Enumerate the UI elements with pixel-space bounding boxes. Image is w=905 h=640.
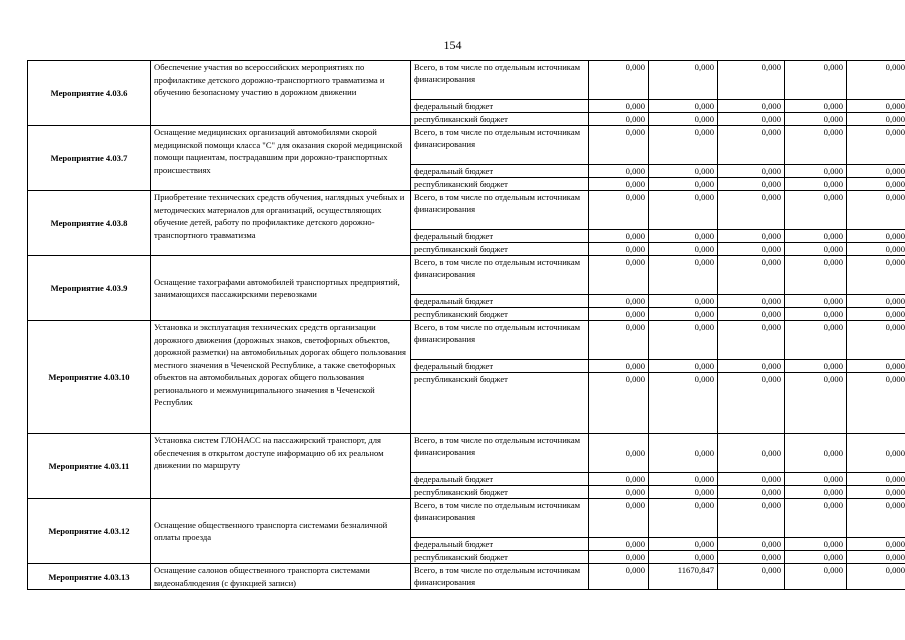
value-cell: 0,000 [718, 434, 785, 473]
value-cell: 0,000 [589, 295, 649, 308]
measure-name: Мероприятие 4.03.9 [28, 256, 151, 321]
value-cell: 0,000 [649, 61, 718, 100]
value-cell: 0,000 [847, 308, 905, 321]
source-federal: федеральный бюджет [411, 165, 589, 178]
value-cell: 0,000 [847, 360, 905, 373]
value-cell: 0,000 [847, 373, 905, 434]
measure-description: Оснащение общественного транспорта системами безналичной оплаты проезда [151, 499, 411, 564]
measure-description: Оснащение тахографами автомобилей транспортных предприятий, занимающихся пассажирскими перевозками [151, 256, 411, 321]
value-cell: 0,000 [589, 499, 649, 538]
source-total: Всего, в том числе по отдельным источникам финансирования [411, 256, 589, 295]
value-cell: 0,000 [718, 126, 785, 165]
source-total: Всего, в том числе по отдельным источникам финансирования [411, 499, 589, 538]
value-cell: 0,000 [785, 321, 847, 360]
value-cell: 0,000 [847, 256, 905, 295]
table-row [28, 191, 905, 230]
value-cell: 0,000 [649, 243, 718, 256]
value-cell: 0,000 [847, 538, 905, 551]
budget-table [27, 60, 905, 590]
value-cell: 0,000 [847, 321, 905, 360]
value-cell: 0,000 [589, 256, 649, 295]
table-row [28, 61, 905, 100]
value-cell: 0,000 [847, 100, 905, 113]
measure-name: Мероприятие 4.03.6 [28, 61, 151, 126]
value-cell: 0,000 [847, 486, 905, 499]
value-cell: 0,000 [847, 126, 905, 165]
value-cell: 0,000 [785, 295, 847, 308]
value-cell: 0,000 [649, 538, 718, 551]
value-cell: 0,000 [785, 100, 847, 113]
table-row [28, 434, 905, 473]
value-cell: 0,000 [785, 499, 847, 538]
value-cell: 0,000 [589, 538, 649, 551]
measure-name: Мероприятие 4.03.12 [28, 499, 151, 564]
value-cell: 0,000 [718, 256, 785, 295]
value-cell: 0,000 [649, 321, 718, 360]
value-cell: 0,000 [589, 113, 649, 126]
value-cell: 0,000 [589, 473, 649, 486]
value-cell: 0,000 [785, 551, 847, 564]
source-republic: республиканский бюджет [411, 486, 589, 499]
value-cell: 0,000 [589, 243, 649, 256]
value-cell: 0,000 [589, 308, 649, 321]
table-row [28, 564, 905, 590]
value-cell: 0,000 [649, 551, 718, 564]
source-republic: республиканский бюджет [411, 373, 589, 434]
source-republic: республиканский бюджет [411, 308, 589, 321]
measure-name: Мероприятие 4.03.13 [28, 564, 151, 590]
value-cell: 0,000 [718, 61, 785, 100]
measure-name: Мероприятие 4.03.7 [28, 126, 151, 191]
value-cell: 0,000 [785, 473, 847, 486]
value-cell: 0,000 [847, 564, 905, 590]
value-cell: 0,000 [649, 499, 718, 538]
value-cell: 0,000 [785, 61, 847, 100]
value-cell: 0,000 [718, 473, 785, 486]
value-cell: 0,000 [785, 564, 847, 590]
source-republic: республиканский бюджет [411, 113, 589, 126]
value-cell: 0,000 [589, 178, 649, 191]
table-row [28, 256, 905, 295]
measure-description: Оснащение медицинских организаций автомобилями скорой медицинской помощи класса "С" для оказания скорой медицинской помощи пациентам, пострадавшим при дорожно-транспортных происшествиях [151, 126, 411, 191]
value-cell: 0,000 [718, 113, 785, 126]
value-cell: 0,000 [649, 165, 718, 178]
value-cell: 0,000 [718, 165, 785, 178]
value-cell: 0,000 [785, 178, 847, 191]
value-cell: 0,000 [847, 178, 905, 191]
value-cell: 0,000 [589, 373, 649, 434]
value-cell: 0,000 [589, 360, 649, 373]
value-cell: 0,000 [785, 243, 847, 256]
value-cell: 0,000 [589, 126, 649, 165]
value-cell: 0,000 [589, 434, 649, 473]
value-cell: 11670,847 [649, 564, 718, 590]
value-cell: 0,000 [649, 308, 718, 321]
value-cell: 0,000 [718, 551, 785, 564]
value-cell: 0,000 [589, 486, 649, 499]
value-cell: 0,000 [718, 230, 785, 243]
value-cell: 0,000 [847, 191, 905, 230]
source-federal: федеральный бюджет [411, 360, 589, 373]
value-cell: 0,000 [649, 434, 718, 473]
value-cell: 0,000 [718, 100, 785, 113]
value-cell: 0,000 [589, 564, 649, 590]
source-total: Всего, в том числе по отдельным источникам финансирования [411, 321, 589, 360]
source-federal: федеральный бюджет [411, 100, 589, 113]
value-cell: 0,000 [589, 551, 649, 564]
value-cell: 0,000 [847, 473, 905, 486]
value-cell: 0,000 [718, 486, 785, 499]
value-cell: 0,000 [649, 373, 718, 434]
value-cell: 0,000 [785, 256, 847, 295]
value-cell: 0,000 [649, 230, 718, 243]
value-cell: 0,000 [718, 360, 785, 373]
value-cell: 0,000 [649, 473, 718, 486]
page-number: 154 [443, 38, 462, 52]
value-cell: 0,000 [718, 499, 785, 538]
value-cell: 0,000 [649, 113, 718, 126]
value-cell: 0,000 [718, 308, 785, 321]
source-republic: республиканский бюджет [411, 551, 589, 564]
value-cell: 0,000 [847, 230, 905, 243]
value-cell: 0,000 [649, 178, 718, 191]
source-republic: республиканский бюджет [411, 178, 589, 191]
value-cell: 0,000 [785, 373, 847, 434]
value-cell: 0,000 [785, 165, 847, 178]
source-federal: федеральный бюджет [411, 538, 589, 551]
value-cell: 0,000 [718, 564, 785, 590]
value-cell: 0,000 [847, 113, 905, 126]
source-total: Всего, в том числе по отдельным источникам финансирования [411, 564, 589, 590]
value-cell: 0,000 [785, 360, 847, 373]
measure-description: Оснащение салонов общественного транспорта системами видеонаблюдения (с функцией записи) [151, 564, 411, 590]
value-cell: 0,000 [649, 256, 718, 295]
value-cell: 0,000 [847, 434, 905, 473]
source-federal: федеральный бюджет [411, 230, 589, 243]
source-total: Всего, в том числе по отдельным источникам финансирования [411, 61, 589, 100]
value-cell: 0,000 [718, 243, 785, 256]
value-cell: 0,000 [847, 499, 905, 538]
measure-name: Мероприятие 4.03.8 [28, 191, 151, 256]
value-cell: 0,000 [589, 230, 649, 243]
value-cell: 0,000 [649, 486, 718, 499]
table-row [28, 126, 905, 165]
value-cell: 0,000 [785, 538, 847, 551]
value-cell: 0,000 [785, 308, 847, 321]
value-cell: 0,000 [847, 243, 905, 256]
value-cell: 0,000 [785, 230, 847, 243]
value-cell: 0,000 [785, 434, 847, 473]
value-cell: 0,000 [785, 113, 847, 126]
value-cell: 0,000 [649, 100, 718, 113]
value-cell: 0,000 [718, 191, 785, 230]
value-cell: 0,000 [589, 100, 649, 113]
measure-name: Мероприятие 4.03.11 [28, 434, 151, 499]
source-federal: федеральный бюджет [411, 473, 589, 486]
measure-description: Приобретение технических средств обучения, наглядных учебных и методических материалов для организаций, осуществляющих обучение детей, работу по профилактике детского дорожно-транспортного травматизма [151, 191, 411, 256]
source-total: Всего, в том числе по отдельным источникам финансирования [411, 191, 589, 230]
value-cell: 0,000 [847, 551, 905, 564]
measure-description: Установка и эксплуатация технических средств организации дорожного движения (дорожных знаков, светофорных объектов, дорожной разметки) на автомобильных дорогах общего пользования местного значения в Чеченской Республике, а также светофорных объектов на автомобильных дорогах общего пользования регионального и межмуниципального значения в Чеченской Республик [151, 321, 411, 434]
value-cell: 0,000 [847, 165, 905, 178]
value-cell: 0,000 [785, 191, 847, 230]
source-total: Всего, в том числе по отдельным источникам финансирования [411, 126, 589, 165]
source-total: Всего, в том числе по отдельным источникам финансирования [411, 434, 589, 473]
source-republic: республиканский бюджет [411, 243, 589, 256]
source-federal: федеральный бюджет [411, 295, 589, 308]
value-cell: 0,000 [718, 178, 785, 191]
value-cell: 0,000 [785, 486, 847, 499]
measure-name: Мероприятие 4.03.10 [28, 321, 151, 434]
value-cell: 0,000 [718, 295, 785, 308]
value-cell: 0,000 [847, 295, 905, 308]
value-cell: 0,000 [589, 165, 649, 178]
value-cell: 0,000 [649, 126, 718, 165]
value-cell: 0,000 [847, 61, 905, 100]
value-cell: 0,000 [785, 126, 847, 165]
value-cell: 0,000 [589, 61, 649, 100]
value-cell: 0,000 [718, 373, 785, 434]
table-row [28, 321, 905, 360]
value-cell: 0,000 [649, 360, 718, 373]
value-cell: 0,000 [649, 191, 718, 230]
value-cell: 0,000 [649, 295, 718, 308]
value-cell: 0,000 [718, 538, 785, 551]
value-cell: 0,000 [589, 321, 649, 360]
value-cell: 0,000 [589, 191, 649, 230]
value-cell: 0,000 [718, 321, 785, 360]
table-row [28, 499, 905, 538]
measure-description: Обеспечение участия во всероссийских мероприятиях по профилактике детского дорожно-транспортного травматизма и обучению безопасному участию в дорожном движении [151, 61, 411, 126]
measure-description: Установка систем ГЛОНАСС на пассажирский транспорт, для обеспечения в открытом доступе информацию об их реальном движении по маршруту [151, 434, 411, 499]
